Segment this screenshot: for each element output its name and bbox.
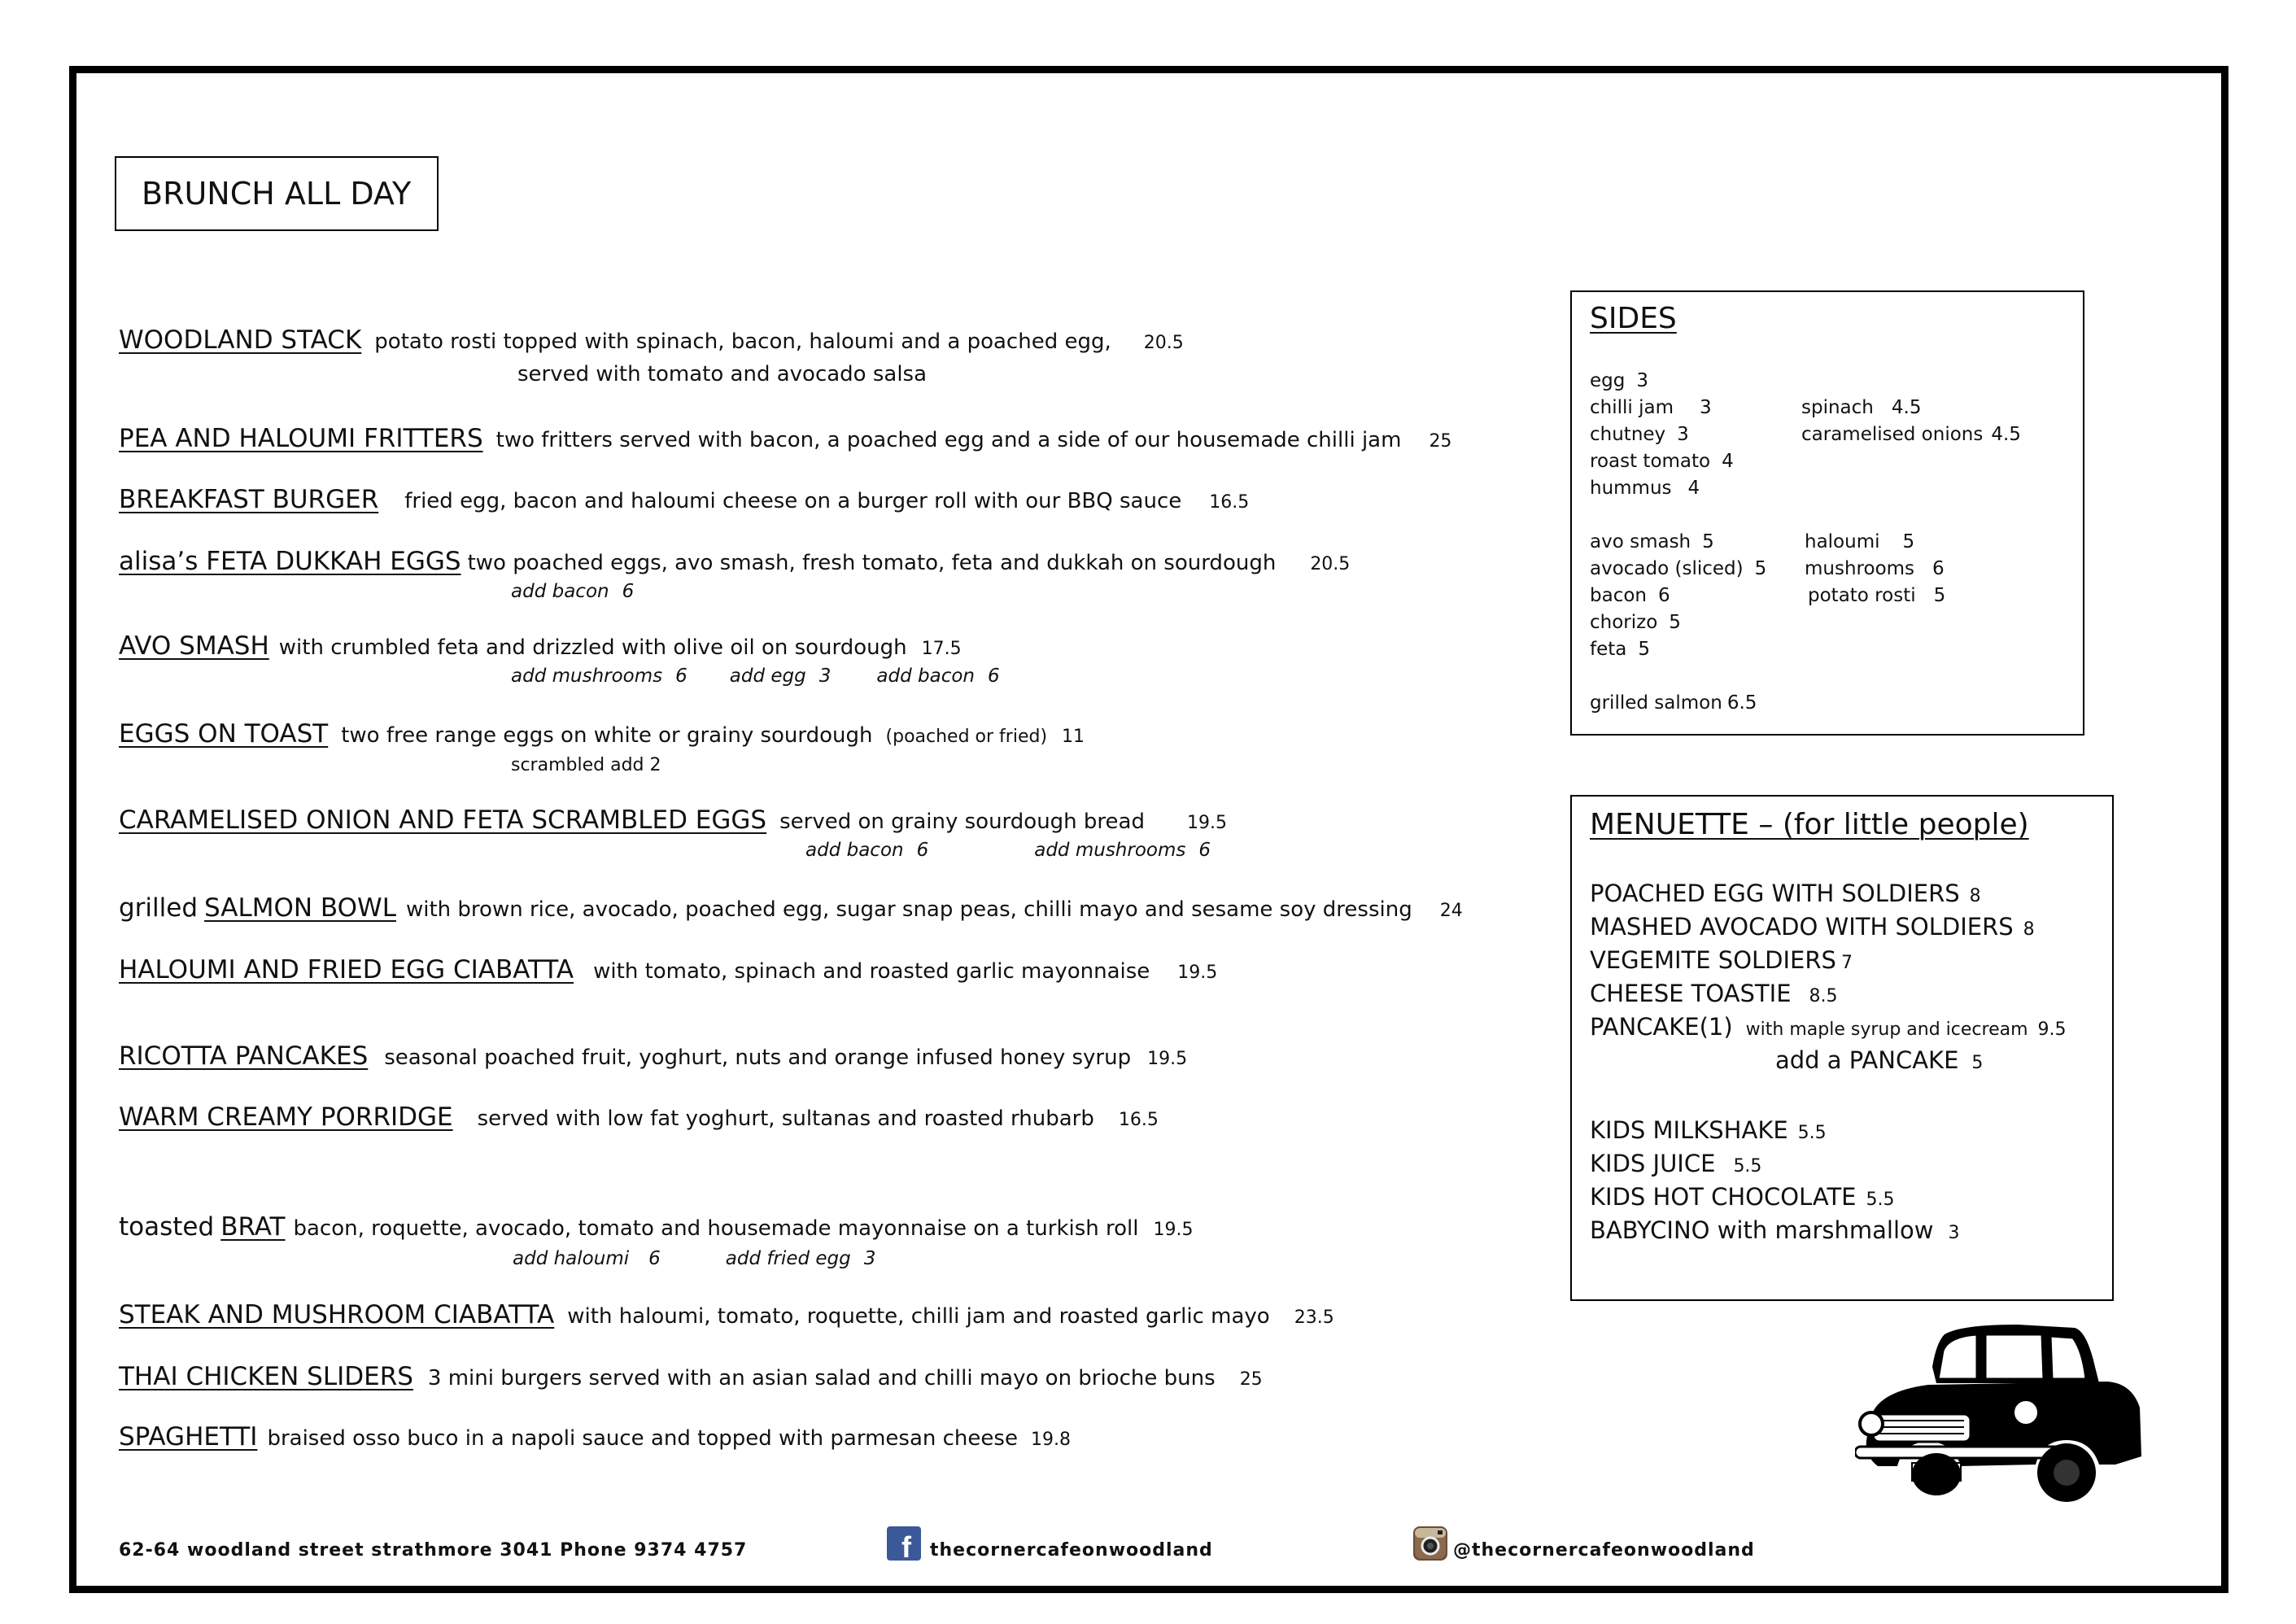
kids-item [1590, 913, 2035, 941]
svg-text:f: f [901, 1530, 911, 1561]
item-addons [513, 1248, 875, 1269]
menu-item-steak [119, 1300, 1334, 1329]
item-price: 23.5 [1294, 1307, 1334, 1328]
addon-label: add bacon [511, 581, 609, 602]
addon-label: add mushrooms [1034, 840, 1186, 861]
side-item [1590, 478, 1700, 499]
kids-item-price: 8 [1969, 886, 1981, 906]
side-name: grilled salmon [1590, 692, 1722, 714]
menu-item-porridge [119, 1102, 1159, 1132]
item-price: 16.5 [1118, 1110, 1159, 1130]
menu-item-woodland [119, 325, 1184, 355]
side-item [1590, 397, 1712, 418]
menu-item-burger [119, 485, 1249, 514]
kids-item-price: 5.5 [1866, 1190, 1895, 1210]
side-price: 3 [1677, 424, 1689, 445]
item-name: WOODLAND STACK [119, 325, 362, 355]
kids-item [1590, 1216, 1959, 1244]
kids-item-price: 8.5 [1809, 986, 1838, 1006]
item-name: EGGS ON TOAST [119, 719, 329, 749]
item-name: BRAT [220, 1212, 286, 1242]
addon-label: add egg [729, 666, 806, 687]
side-price: 3 [1699, 397, 1712, 418]
side-item [1590, 639, 1650, 660]
item-prefix: toasted [119, 1212, 215, 1242]
side-name: egg [1590, 370, 1626, 391]
kids-item-price: 8 [2023, 919, 2035, 940]
addon-price: 6 [622, 581, 635, 602]
item-extra: scrambled add 2 [511, 755, 661, 775]
item-price: 19.5 [1177, 963, 1218, 983]
side-price: 5 [1669, 612, 1681, 633]
menu-item-pea [119, 424, 1451, 453]
side-item [1805, 558, 1945, 579]
item-price: 25 [1429, 431, 1452, 452]
item-price: 24 [1439, 901, 1463, 921]
kids-item-name: KIDS HOT CHOCOLATE [1590, 1183, 1857, 1211]
item-name: THAI CHICKEN SLIDERS [119, 1362, 413, 1391]
instagram-icon[interactable] [1413, 1526, 1447, 1561]
side-name: bacon [1590, 585, 1647, 606]
car-illustration [1855, 1318, 2148, 1513]
side-item [1590, 692, 1757, 714]
kids-title: MENUETTE – (for little people) [1590, 808, 2029, 841]
item-name: RICOTTA PANCAKES [119, 1041, 369, 1071]
addon-price: 6 [675, 666, 687, 687]
side-price: 6 [1932, 558, 1945, 579]
side-price: 5 [1933, 585, 1946, 606]
side-item [1808, 585, 1945, 606]
item-desc: served with low fat yoghurt, sultanas and roasted rhubarb [477, 1107, 1094, 1131]
item-desc: two poached eggs, avo smash, fresh tomato, feta and dukkah on sourdough [467, 551, 1277, 575]
side-name: roast tomato [1590, 451, 1711, 472]
item-name: HALOUMI AND FRIED EGG CIABATTA [119, 955, 574, 984]
menu-item-ciabatta [119, 955, 1217, 984]
kids-item [1775, 1046, 1983, 1074]
kids-item-price: 3 [1948, 1223, 1960, 1243]
side-item [1590, 612, 1681, 633]
menu-item-caramel [119, 805, 1227, 835]
side-price: 4.5 [1991, 424, 2021, 445]
kids-item-price: 7 [1840, 953, 1853, 973]
addon-price: 6 [916, 840, 929, 861]
side-item [1801, 397, 1921, 418]
side-item [1590, 585, 1670, 606]
menu-item-brat [119, 1212, 1194, 1242]
side-name: feta [1590, 639, 1627, 660]
addon-label: add mushrooms [511, 666, 663, 687]
addon-label: add haloumi [513, 1248, 630, 1269]
kids-item-name: KIDS MILKSHAKE [1590, 1116, 1788, 1144]
kids-item-name: MASHED AVOCADO WITH SOLDIERS [1590, 913, 2014, 941]
kids-item-name: POACHED EGG WITH SOLDIERS [1590, 880, 1960, 907]
instagram-handle[interactable]: @thecornercafeonwoodland [1453, 1540, 1755, 1561]
item-desc: with brown rice, avocado, poached egg, sugar snap peas, chilli mayo and sesame soy dressing [405, 897, 1412, 922]
kids-item [1590, 1150, 1761, 1177]
addon-label: add bacon [805, 840, 904, 861]
side-item [1590, 424, 1689, 445]
page-title: BRUNCH ALL DAY [115, 156, 439, 231]
addon-label: add fried egg [725, 1248, 851, 1269]
side-name: haloumi [1805, 531, 1880, 552]
item-price: 19.5 [1153, 1220, 1194, 1240]
item-name: STEAK AND MUSHROOM CIABATTA [119, 1300, 555, 1329]
item-addons [511, 581, 634, 602]
addon-price: 3 [863, 1248, 876, 1269]
kids-item-name: add a PANCAKE [1775, 1046, 1959, 1074]
kids-item [1590, 946, 1853, 974]
item-desc: bacon, roquette, avocado, tomato and housemade mayonnaise on a turkish roll [293, 1216, 1139, 1241]
side-name: avo smash [1590, 531, 1691, 552]
side-item [1801, 424, 2021, 445]
side-name: mushrooms [1805, 558, 1915, 579]
side-item [1590, 451, 1734, 472]
kids-item-name: PANCAKE(1) [1590, 1013, 1733, 1041]
menu-item-ricotta [119, 1041, 1187, 1071]
item-name: PEA AND HALOUMI FRITTERS [119, 424, 483, 453]
kids-item [1590, 980, 1838, 1007]
side-price: 3 [1636, 370, 1648, 391]
side-price: 4 [1687, 478, 1700, 499]
side-name: chilli jam [1590, 397, 1674, 418]
item-desc: two free range eggs on white or grainy sourdough [341, 723, 873, 748]
menu-item-thai [119, 1362, 1263, 1391]
item-price: 20.5 [1310, 554, 1351, 574]
item-desc: with tomato, spinach and roasted garlic mayonnaise [593, 959, 1150, 984]
side-name: spinach [1801, 397, 1874, 418]
kids-item-name: KIDS JUICE [1590, 1150, 1716, 1177]
side-price: 5 [1902, 531, 1915, 552]
item-desc: seasonal poached fruit, yoghurt, nuts and orange infused honey syrup [384, 1046, 1132, 1070]
side-item [1805, 531, 1914, 552]
item-price: 19.5 [1147, 1049, 1188, 1069]
item-name: alisa’s FETA DUKKAH EGGS [119, 547, 461, 576]
item-desc-2: served with tomato and avocado salsa [517, 362, 928, 386]
kids-item [1590, 1116, 1827, 1144]
item-desc: 3 mini burgers served with an asian salad and chilli mayo on brioche buns [427, 1366, 1216, 1390]
kids-item-name: BABYCINO with marshmallow [1590, 1216, 1934, 1244]
item-price: 19.5 [1186, 813, 1227, 833]
item-desc: braised osso buco in a napoli sauce and topped with parmesan cheese [267, 1426, 1018, 1451]
sides-title: SIDES [1590, 302, 1677, 335]
addon-price: 6 [648, 1248, 661, 1269]
item-name: SPAGHETTI [119, 1422, 258, 1452]
side-item [1590, 558, 1766, 579]
item-desc: two fritters served with bacon, a poached egg and a side of our housemade chilli jam [495, 428, 1402, 452]
item-name: BREAKFAST BURGER [119, 485, 379, 514]
item-prefix: grilled [119, 893, 199, 923]
side-price: 5 [1638, 639, 1651, 660]
menu-item-eggs [119, 719, 1085, 749]
kids-item-price: 5.5 [1797, 1123, 1827, 1143]
item-desc: fried egg, bacon and haloumi cheese on a burger roll with our BBQ sauce [404, 489, 1182, 513]
item-note: (poached or fried) [885, 727, 1048, 747]
item-price: 11 [1062, 727, 1085, 747]
side-name: caramelised onions [1801, 424, 1984, 445]
item-desc: with haloumi, tomato, roquette, chilli jam and roasted garlic mayo [567, 1304, 1270, 1329]
kids-item [1590, 880, 1981, 907]
addon-price: 3 [818, 666, 832, 687]
item-name: CARAMELISED ONION AND FETA SCRAMBLED EGGS [119, 805, 767, 835]
item-desc: potato rosti topped with spinach, bacon, haloumi and a poached egg, [374, 330, 1111, 354]
side-item [1590, 370, 1648, 391]
side-price: 6.5 [1726, 692, 1757, 714]
kids-item-desc: with maple syrup and icecream [1745, 1019, 2028, 1040]
kids-item-price: 9.5 [2037, 1019, 2067, 1040]
kids-item-name: VEGEMITE SOLDIERS [1590, 946, 1836, 974]
menu-item-salmon [119, 893, 1463, 923]
sides-panel [1570, 290, 2084, 736]
kids-item-name: CHEESE TOASTIE [1590, 980, 1792, 1007]
item-price: 20.5 [1143, 333, 1184, 353]
item-price: 25 [1239, 1369, 1263, 1390]
side-price: 4 [1722, 451, 1734, 472]
kids-item-price: 5 [1971, 1053, 1984, 1073]
menu-item-avo [119, 631, 962, 661]
item-price: 16.5 [1209, 492, 1250, 513]
side-name: avocado (sliced) [1590, 558, 1744, 579]
item-price: 19.8 [1030, 1430, 1071, 1450]
item-name: WARM CREAMY PORRIDGE [119, 1102, 453, 1132]
facebook-handle[interactable]: thecornercafeonwoodland [930, 1540, 1213, 1561]
item-price: 17.5 [921, 639, 962, 659]
item-addons [511, 666, 1000, 687]
side-price: 4.5 [1891, 397, 1922, 418]
menu-item-feta [119, 547, 1350, 576]
side-price: 6 [1658, 585, 1670, 606]
kids-item-price: 5.5 [1733, 1156, 1762, 1177]
side-item [1590, 531, 1714, 552]
side-name: chorizo [1590, 612, 1658, 633]
addon-label: add bacon [876, 666, 975, 687]
side-price: 5 [1754, 558, 1767, 579]
facebook-icon[interactable] [887, 1526, 921, 1561]
item-desc: served on grainy sourdough bread [779, 810, 1145, 834]
item-name: AVO SMASH [119, 631, 269, 661]
side-name: potato rosti [1808, 585, 1916, 606]
item-name: SALMON BOWL [204, 893, 396, 923]
side-name: chutney [1590, 424, 1666, 445]
kids-item [1590, 1183, 1895, 1211]
kids-panel [1570, 795, 2114, 1301]
side-name: hummus [1590, 478, 1672, 499]
addon-price: 6 [1198, 840, 1211, 861]
addon-price: 6 [987, 666, 1000, 687]
side-price: 5 [1702, 531, 1714, 552]
menu-item-spaghetti [119, 1422, 1071, 1452]
kids-item [1590, 1013, 2067, 1041]
item-addons [805, 840, 1211, 861]
item-desc: with crumbled feta and drizzled with olive oil on sourdough [278, 635, 907, 660]
footer-address: 62-64 woodland street strathmore 3041 Phone 9374 4757 [119, 1540, 748, 1561]
